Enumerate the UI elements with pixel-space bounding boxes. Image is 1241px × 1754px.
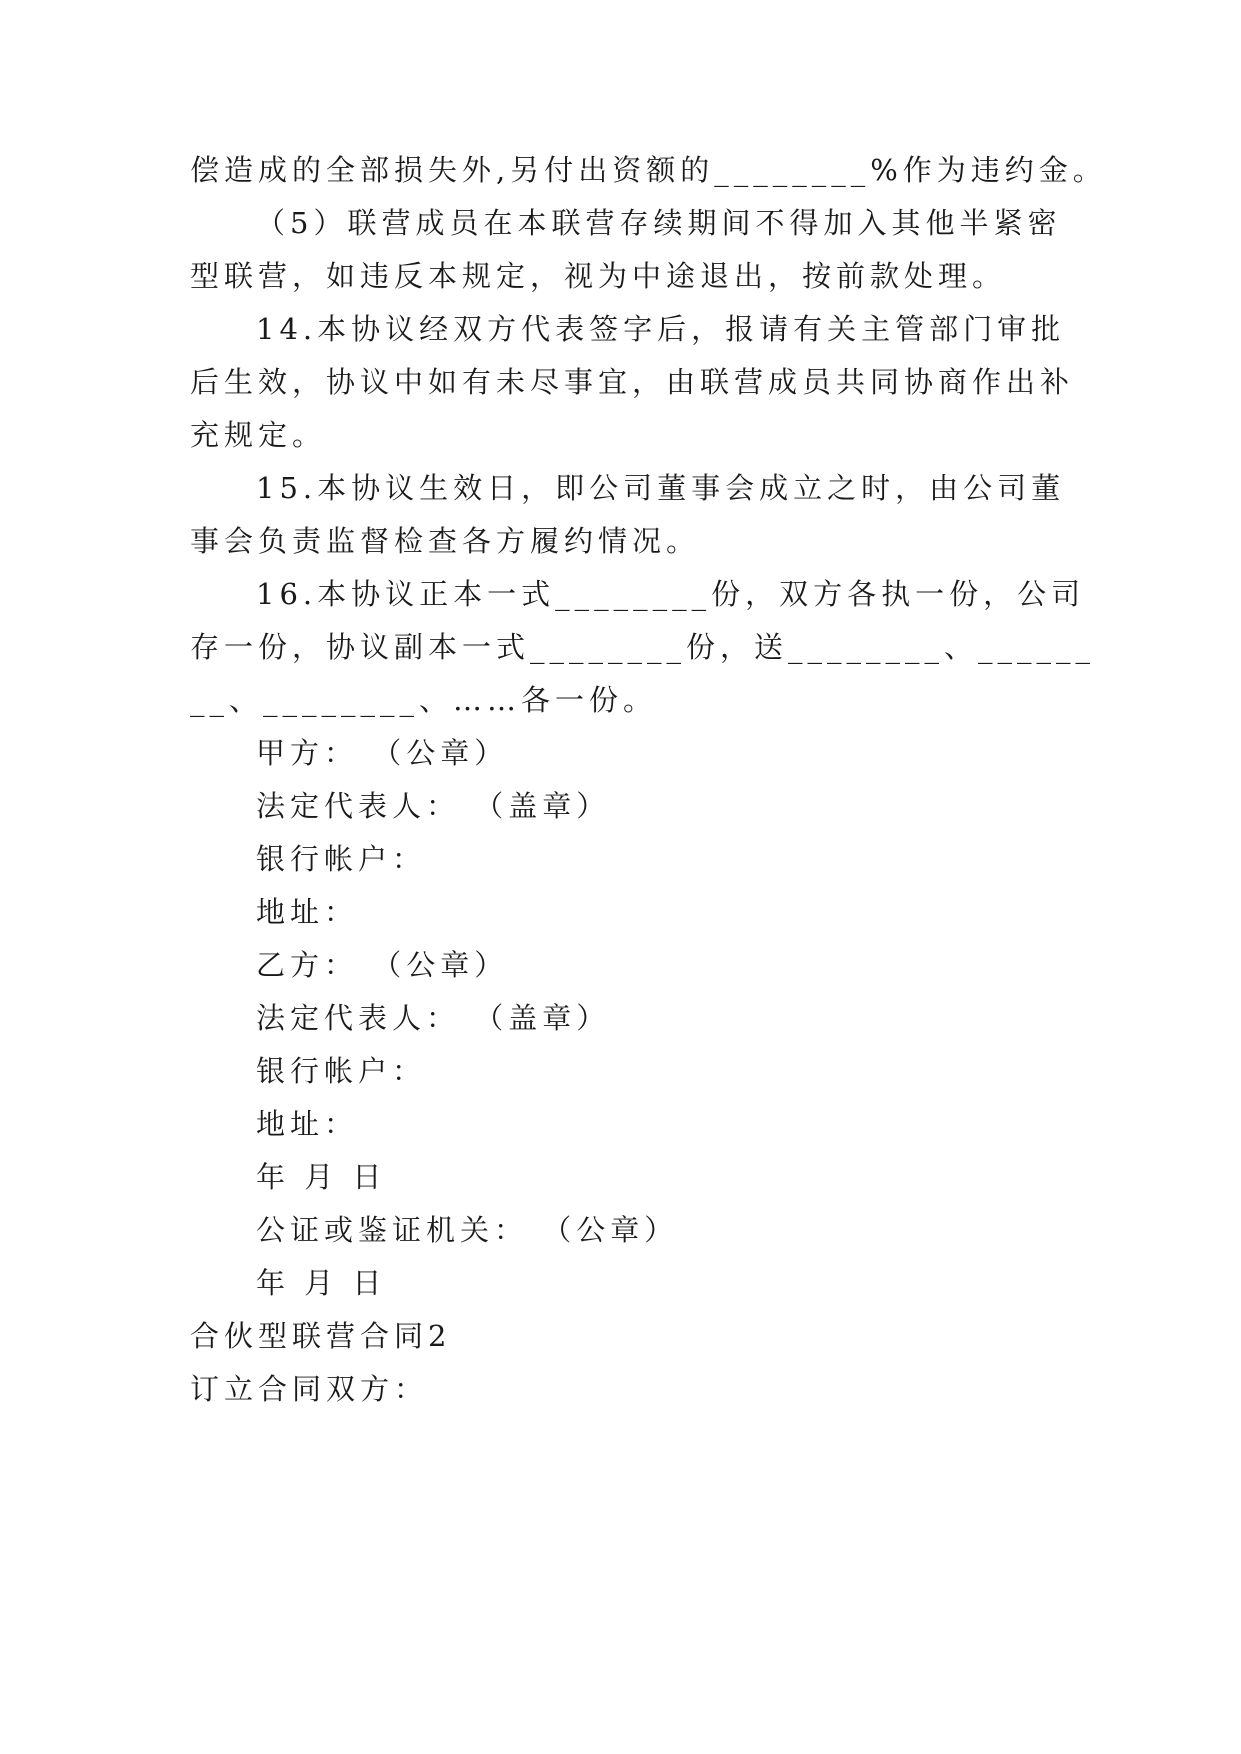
clause-16-line-3: __、________、……各一份。 [190,683,658,717]
clause-14-line-2: 后生效，协议中如有未尽事宜，由联营成员共同协商作出补 [190,365,1075,399]
clause-13-5-line-1: （5）联营成员在本联营存续期间不得加入其他半紧密 [256,206,1062,240]
contract-2-title: 合伙型联营合同2 [190,1319,452,1353]
clause-13-text-end: 偿造成的全部损失外,另付出资额的________%作为违约金。 [190,153,1107,187]
clause-15-line-2: 事会负责监督检查各方履约情况。 [190,524,701,558]
clause-16-line-2: 存一份，协议副本一式________份，送________、______ [190,630,1096,664]
party-b-bank-account: 银行帐户： [256,1054,427,1088]
party-b-legal-rep: 法定代表人： （盖章） [256,1001,611,1035]
party-b-seal: 乙方： （公章） [256,948,509,982]
notary-authority-seal: 公证或鉴证机关： （公章） [256,1213,679,1247]
clause-16-line-1: 16.本协议正本一式________份，双方各执一份，公司 [256,577,1086,611]
clause-14-line-1: 14.本协议经双方代表签字后，报请有关主管部门审批 [256,312,1066,346]
clause-14-line-3: 充规定。 [190,418,327,452]
notary-date: 年 月 日 [256,1266,387,1300]
party-a-address: 地址： [256,895,359,929]
clause-15-line-1: 15.本协议生效日，即公司董事会成立之时，由公司董 [256,471,1066,505]
party-a-seal: 甲方： （公章） [256,736,509,770]
party-a-legal-rep: 法定代表人： （盖章） [256,789,611,823]
party-b-address: 地址： [256,1107,359,1141]
signing-date: 年 月 日 [256,1160,387,1194]
contract-parties-heading: 订立合同双方： [190,1372,429,1406]
party-a-bank-account: 银行帐户： [256,842,427,876]
clause-13-5-line-2: 型联营，如违反本规定，视为中途退出，按前款处理。 [190,259,1007,293]
